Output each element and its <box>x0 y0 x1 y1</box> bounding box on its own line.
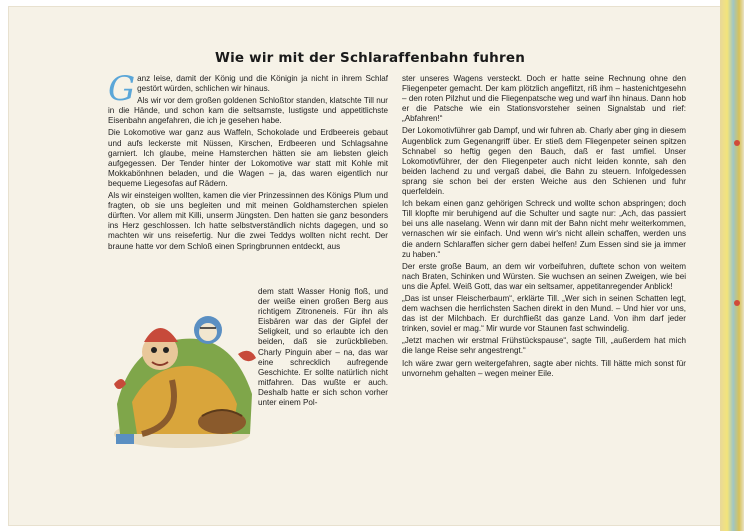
paragraph: ster unseres Wagens versteckt. Doch er hatte seine Rechnung ohne den Fliegenpeter gemacht. Der kam plötzlich angeflitzt, riß ihm – hastenichtgesehn – den roten Pilzhut und die Fliegenpatsche weg und warf ihn hinaus. Dann hob er die Patsche wie ein Stationsvorsteher seinen Signalstab und rief: „Abfahren!“ <box>402 74 686 124</box>
paragraph: Als wir vor dem großen goldenen Schloßtor standen, klatschte Till nur in die Hände, und schon kam die seltsamste, lustigste und appetitlichste Eisenbahn angefahren, die ich je gesehen habe. <box>108 96 388 126</box>
left-column <box>108 69 388 254</box>
drop-cap: G <box>108 69 136 109</box>
wrapped-paragraph: dem statt Wasser Honig floß, und der weiße einen großen Berg aus richtigem Zitroneneis. Für ihn als Eisbären war das der Gipfel der Seligkeit, und so erlaubte ich den beiden, daß sie zurückblieben. Charly Pinguin aber – na, das war eine schrecklich aufregende Geschichte. Er sollte natürlich nicht mitfahren. Das wußte er auch. Deshalb hatte er sich schon vorher unter einem Pol- <box>258 287 388 408</box>
story-illustration <box>112 284 258 452</box>
paragraph-text: anz leise, damit der König und die Königin ja nicht in ihrem Schlaf gestört würden, schlichen wir hinaus. <box>137 74 388 94</box>
paragraph: Ich bekam einen ganz gehörigen Schreck und wollte schon abspringen; doch Till klopfte mir beruhigend auf die Schulter und sagte nur: „Ach, das passiert bei uns alle naselang. Wenn wir dann mit der Bahn nicht mehr weiterkommen, vernaschen wir sie einfach. Und wenn wir's nicht allein schaffen, werden uns die andern Schlaraffen sicher gern dabei helfen! Zum Essen sind sie ja immer zu haben.“ <box>402 199 686 259</box>
paragraph: Der erste große Baum, an dem wir vorbeifuhren, duftete schon von weitem nach Braten, Schinken und Würsten. Sie wuchsen an seinen Zweigen, wie bei uns die Äpfel. Weiß Gott, das war ein seltsamer, appetitanregender Anblick! <box>402 261 686 291</box>
page-title: Wie wir mit der Schlaraffenbahn fuhren <box>214 50 526 66</box>
paragraph: Als wir einsteigen wollten, kamen die vier Prinzessinnen des Königs Plum und fragten, ob sie uns begleiten und mit meinen Goldhamsterchen spielen dürften. Vor allem mit Killi, unserm Jüngsten. Den hatten sie ganz besonders ins Herz geschlossen. Ich hatte selbstverständlich nichts dagegen, und so machten wir uns reisefertig. Nur die zwei Teddys wollten nicht recht. Der braune hatte vor dem Schloß einen Springbrunnen entdeckt, aus <box>108 191 388 251</box>
paragraph: Ich wäre zwar gern weitergefahren, sagte aber nichts. Till hätte mich sonst für unvornehm gehalten – wegen meiner Eile. <box>402 358 686 378</box>
paragraph: „Das ist unser Fleischerbaum“, erklärte Till. „Wer sich in seinen Schatten legt, dem wachsen die herrlichsten Sachen direkt in den Mund. – Und hier vor uns, das ist der Milchbach. Er durchfließt das ganze Land. Von ihm darf jeder trinken, soviel er mag.“ Mir wurde vor Staunen fast schwindelig. <box>402 293 686 334</box>
paragraph: Die Lokomotive war ganz aus Waffeln, Schokolade und Erdbeereis gebaut und aufs leckerste mit Nüssen, Kirschen, Erdbeeren und Schlagsahne garniert. Ich glaube, meine Hamsterchen hätten sie am liebsten gleich aufgegessen. Der Tender hinter der Lokomotive war statt mit Kohle mit Mokkabönhnen beladen, und die Wagen – ja, das waren eigentlich nur bequeme Liegesofas auf Rädern. <box>108 128 388 188</box>
right-column <box>402 74 686 381</box>
book-spine <box>720 0 744 531</box>
spine-decoration <box>734 300 740 306</box>
paragraph <box>108 69 388 109</box>
paragraph: „Jetzt machen wir erstmal Frühstückspause“, sagte Till, „außerdem hat mich die lange Reise sehr angestrengt.“ <box>402 336 686 356</box>
spine-decoration <box>734 140 740 146</box>
paragraph: Der Lokomotivführer gab Dampf, und wir fuhren ab. Charly aber ging in diesem Augenblick zum Gegenangriff über. Er stieß dem Fliegenpeter seinen spitzen Schnabel so heftig gegen den Bauch, daß er fast umfiel. Unser Lokomotivführer, der den Fliegenpeter auch nicht leiden konnte, sah den beiden lachend zu und vergaß dabei, die Bahn zu steuern. Infolgedessen sprang sie schon bei der ersten Weiche aus den Schienen und fuhr querfeldein. <box>402 126 686 197</box>
